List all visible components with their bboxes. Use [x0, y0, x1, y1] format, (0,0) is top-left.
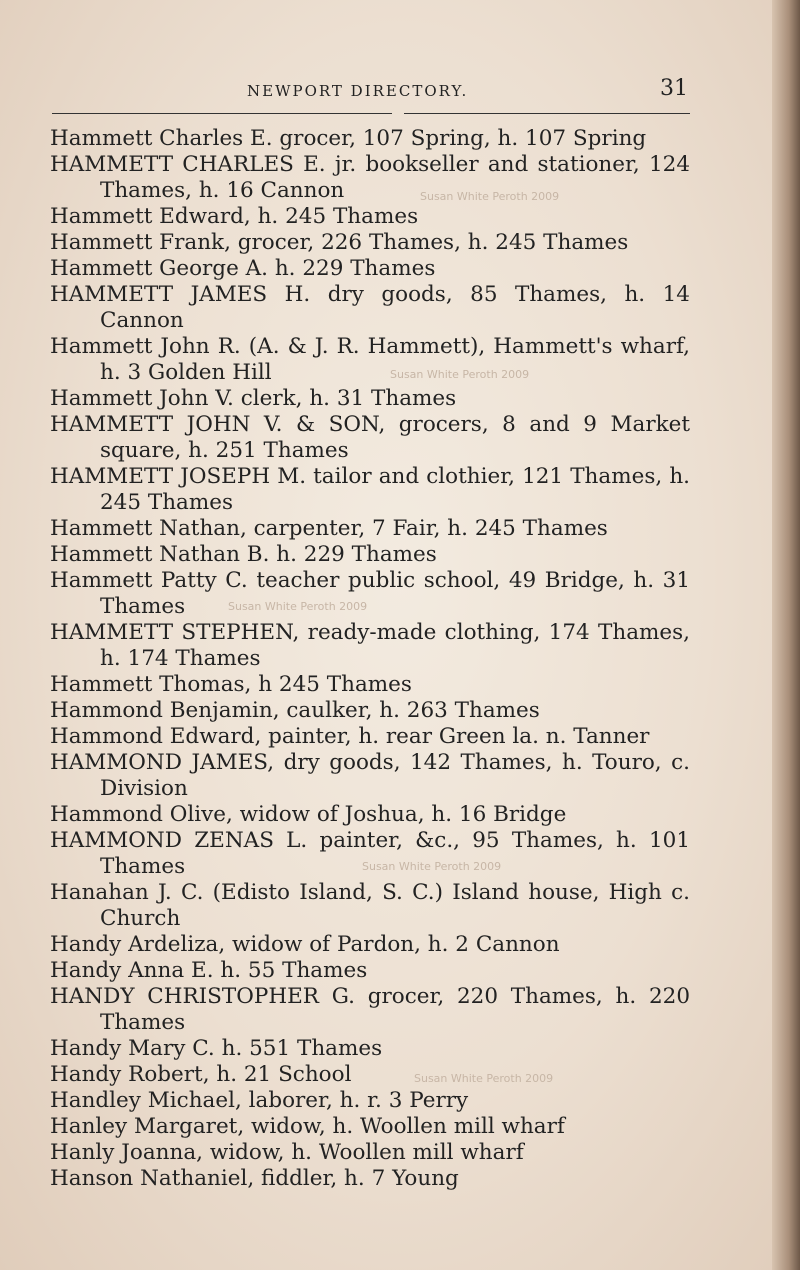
directory-entry: Handy Anna E. h. 55 Thames: [50, 958, 368, 983]
directory-entries: [50, 126, 690, 1192]
directory-entry: Hanson Nathaniel, fiddler, h. 7 Young: [50, 1166, 459, 1191]
watermark: Susan White Peroth 2009: [390, 368, 530, 381]
directory-entry: Handley Michael, laborer, h. r. 3 Perry: [50, 1088, 469, 1113]
directory-entry: Handy Robert, h. 21 School: [50, 1062, 352, 1087]
directory-entry: HAMMETT CHARLES E. jr. bookseller and stationer, 124 Thames, h. 16 Cannon: [50, 152, 690, 203]
directory-entry: HAMMETT JAMES H. dry goods, 85 Thames, h. 14 Cannon: [50, 282, 690, 333]
directory-entry: HANDY CHRISTOPHER G. grocer, 220 Thames, h. 220 Thames: [50, 984, 690, 1035]
watermark: Susan White Peroth 2009: [414, 1072, 554, 1085]
directory-entry: Hammett Frank, grocer, 226 Thames, h. 245 Thames: [50, 230, 629, 255]
watermark: Susan White Peroth 2009: [362, 860, 502, 873]
directory-entry: Hanley Margaret, widow, h. Woollen mill wharf: [50, 1114, 565, 1139]
directory-entry: HAMMETT JOSEPH M. tailor and clothier, 121 Thames, h. 245 Thames: [50, 464, 690, 515]
directory-entry: Hammett John V. clerk, h. 31 Thames: [50, 386, 457, 411]
directory-entry: Hammond Benjamin, caulker, h. 263 Thames: [50, 698, 540, 723]
book-spine-edge: [772, 0, 800, 1270]
directory-entry: Hammett Thomas, h 245 Thames: [50, 672, 412, 697]
directory-entry: Hammett Nathan, carpenter, 7 Fair, h. 245 Thames: [50, 516, 608, 541]
directory-entry: Hammett Patty C. teacher public school, 49 Bridge, h. 31 Thames: [50, 568, 690, 619]
watermark: Susan White Peroth 2009: [228, 600, 368, 613]
directory-entry: Handy Ardeliza, widow of Pardon, h. 2 Cannon: [50, 932, 560, 957]
directory-entry: HAMMOND ZENAS L. painter, &c., 95 Thames, h. 101 Thames: [50, 828, 690, 879]
page-header: [52, 78, 692, 104]
directory-entry: Hammett Charles E. grocer, 107 Spring, h. 107 Spring: [50, 126, 647, 151]
directory-entry: Hammett Nathan B. h. 229 Thames: [50, 542, 437, 567]
header-rule-right: [404, 113, 690, 114]
page-number: 31: [660, 76, 688, 101]
directory-entry: HAMMETT STEPHEN, ready-made clothing, 174 Thames, h. 174 Thames: [50, 620, 690, 671]
header-rule-left: [52, 113, 392, 114]
directory-entry: Hammett Edward, h. 245 Thames: [50, 204, 419, 229]
directory-entry: Hammond Olive, widow of Joshua, h. 16 Bridge: [50, 802, 567, 827]
directory-entry: Hanly Joanna, widow, h. Woollen mill wharf: [50, 1140, 524, 1165]
directory-entry: Hammett George A. h. 229 Thames: [50, 256, 436, 281]
directory-entry: Hanahan J. C. (Edisto Island, S. C.) Island house, High c. Church: [50, 880, 690, 931]
directory-entry: Hammond Edward, painter, h. rear Green la. n. Tanner: [50, 724, 650, 749]
directory-entry: HAMMOND JAMES, dry goods, 142 Thames, h. Touro, c. Division: [50, 750, 690, 801]
directory-entry: HAMMETT JOHN V. & SON, grocers, 8 and 9 Market square, h. 251 Thames: [50, 412, 690, 463]
directory-entry: Handy Mary C. h. 551 Thames: [50, 1036, 383, 1061]
running-head: NEWPORT DIRECTORY.: [247, 82, 469, 100]
watermark: Susan White Peroth 2009: [420, 190, 560, 203]
directory-entry: Hammett John R. (A. & J. R. Hammett), Hammett's wharf, h. 3 Golden Hill: [50, 334, 690, 385]
